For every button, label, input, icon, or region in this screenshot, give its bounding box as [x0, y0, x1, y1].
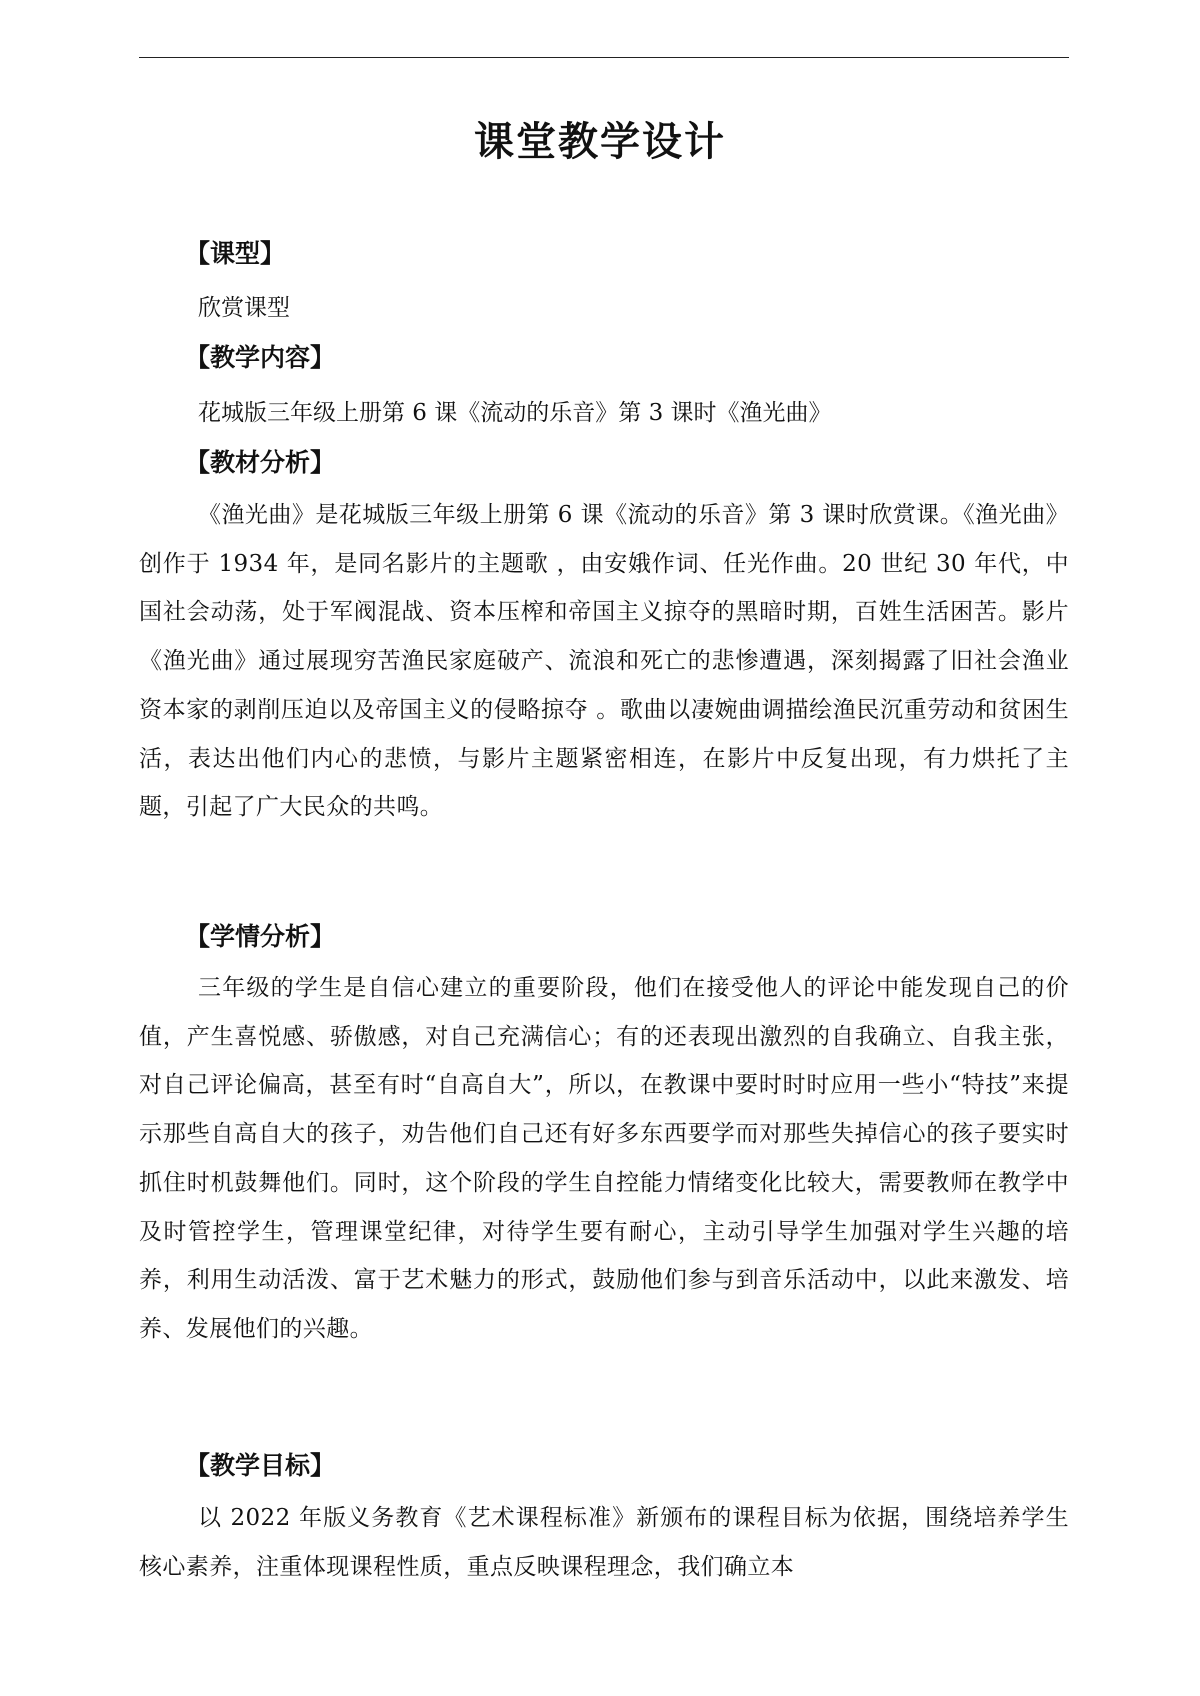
section-heading-lesson-type: 【课型】: [185, 239, 286, 268]
section-heading-student-analysis: 【学情分析】: [185, 922, 336, 951]
teaching-content-text: 花城版三年级上册第 6 课《流动的乐音》第 3 课时《渔光曲》: [198, 400, 832, 426]
section-heading-teaching-objectives: 【教学目标】: [185, 1451, 336, 1480]
section-heading-material-analysis: 【教材分析】: [185, 448, 336, 477]
section-heading-teaching-content: 【教学内容】: [185, 343, 336, 372]
teaching-objectives-paragraph: 以 2022 年版义务教育《艺术课程标准》新颁布的课程目标为依据，围绕培养学生核心素养，注重体现课程性质，重点反映课程理念，我们确立本: [139, 1505, 1069, 1580]
material-analysis-paragraph: 《渔光曲》是花城版三年级上册第 6 课《流动的乐音》第 3 课时欣赏课。《渔光曲》创作于 1934 年，是同名影片的主题歌 ，由安娥作词、任光作曲。20 世纪 30 年代，中国社会动荡，处于军阀混战、资本压榨和帝国主义掠夺的黑暗时期，百姓生活困苦。影片《渔光曲》通过展现穷苦渔民家庭破产、流浪和死亡的悲惨遭遇，深刻揭露了旧社会渔业资本家的剥削压迫以及帝国主义的侵略掠夺 。歌曲以凄婉曲调描绘渔民沉重劳动和贫困生活，表达出他们内心的悲愤，与影片主题紧密相连，在影片中反复出现，有力烘托了主题，引起了广大民众的共鸣。: [139, 502, 1069, 821]
student-analysis-paragraph: 三年级的学生是自信心建立的重要阶段，他们在接受他人的评论中能发现自己的价值，产生喜悦感、骄傲感，对自己充满信心；有的还表现出激烈的自我确立、自我主张，对自己评论偏高，甚至有时“自高自大”，所以，在教课中要时时时应用一些小“特技”来提示那些自高自大的孩子，劝告他们自己还有好多东西要学而对那些失掉信心的孩子要实时抓住时机鼓舞他们。同时，这个阶段的学生自控能力情绪变化比较大，需要教师在教学中及时管控学生，管理课堂纪律，对待学生要有耐心，主动引导学生加强对学生兴趣的培养，利用生动活泼、富于艺术魅力的形式，鼓励他们参与到音乐活动中，以此来激发、培养、发展他们的兴趣。: [139, 975, 1069, 1342]
document-title: 课堂教学设计: [474, 119, 726, 165]
header-rule: [139, 57, 1069, 58]
lesson-type-text: 欣赏课型: [198, 295, 290, 321]
